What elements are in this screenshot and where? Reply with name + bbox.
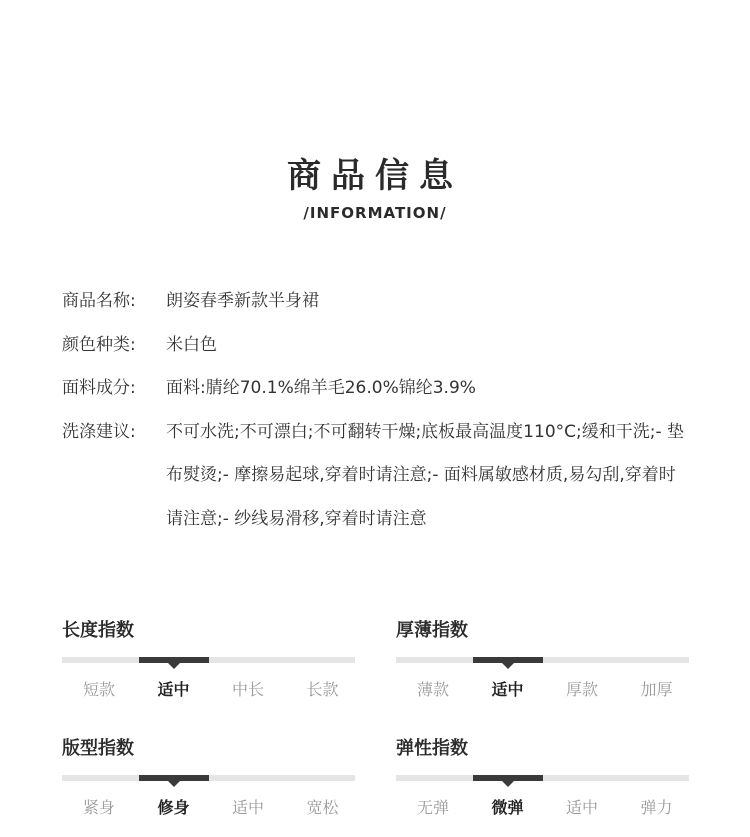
section-subtitle: /INFORMATION/: [303, 204, 447, 222]
info-label: 商品名称:: [62, 291, 136, 311]
product-info-list: [62, 280, 692, 541]
info-value: 不可水洗;不可漂白;不可翻转干燥;底板最高温度110°C;缓和干洗;- 垫布熨烫;- 摩擦易起球,穿着时请注意;- 面料属敏感材质,易勾刮,穿着时请注意;- 纱线易滑移,穿着时请注意: [166, 421, 684, 529]
index-option: 微弹: [491, 798, 524, 817]
info-row-name: [62, 280, 692, 324]
index-option: 弹力: [640, 798, 673, 817]
index-track: [396, 775, 689, 781]
index-option: 长款: [306, 680, 339, 699]
info-label: 颜色种类:: [62, 334, 136, 355]
index-option: 紧身: [82, 798, 115, 817]
index-track: [62, 657, 355, 663]
index-option: 修身: [157, 798, 190, 817]
index-title: 长度指数: [62, 620, 134, 641]
index-options: [62, 795, 355, 817]
index-active-segment: [139, 657, 209, 663]
index-options: [396, 677, 689, 699]
info-value: 朗姿春季新款半身裙: [166, 291, 319, 311]
info-value: 面料:腈纶70.1%绵羊毛26.0%锦纶3.9%: [166, 378, 476, 398]
index-option: 适中: [565, 798, 598, 817]
index-active-segment: [473, 775, 543, 781]
index-option: 中长: [231, 680, 264, 699]
index-option: 薄款: [416, 680, 449, 699]
info-row-color: [62, 324, 692, 368]
section-title: 商品信息: [287, 156, 463, 196]
index-track: [396, 657, 689, 663]
index-option: 无弹: [416, 798, 449, 817]
index-options: [62, 677, 355, 699]
index-track: [62, 775, 355, 781]
info-row-washing: [62, 411, 692, 542]
index-title: 版型指数: [62, 738, 134, 759]
index-options: [396, 795, 689, 817]
index-option: 适中: [231, 798, 264, 817]
info-label: 面料成分:: [62, 378, 136, 398]
index-title: 厚薄指数: [396, 620, 468, 641]
index-option: 适中: [157, 680, 190, 699]
index-title: 弹性指数: [396, 738, 468, 759]
index-option: 厚款: [565, 680, 598, 699]
index-option: 加厚: [640, 680, 673, 699]
index-active-segment: [473, 657, 543, 663]
index-option: 适中: [491, 680, 524, 699]
info-value: 米白色: [166, 334, 217, 355]
index-active-segment: [139, 775, 209, 781]
info-row-material: [62, 367, 692, 411]
index-option: 短款: [82, 680, 115, 699]
index-option: 宽松: [306, 798, 339, 817]
info-label: 洗涤建议:: [62, 421, 136, 442]
